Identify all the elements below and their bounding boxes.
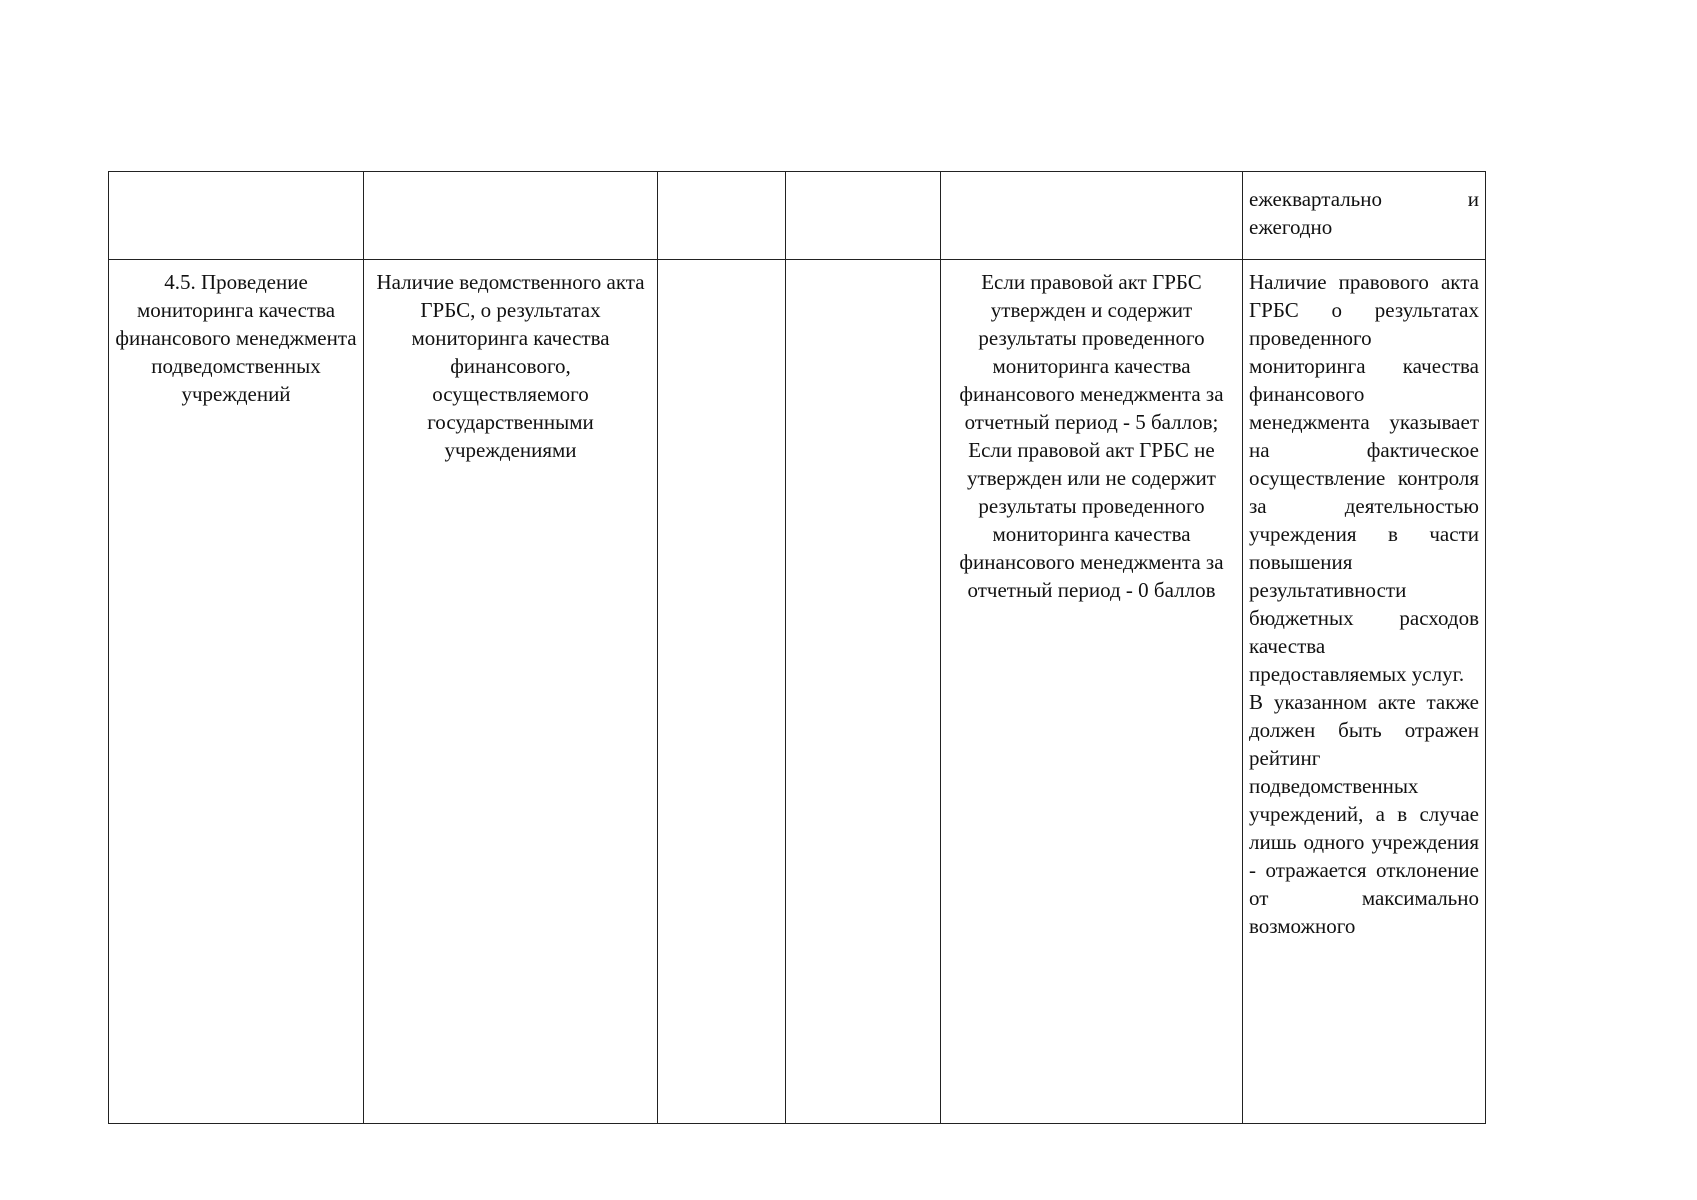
frequency-cell — [1243, 172, 1486, 260]
score-rule-2: Если правовой акт ГРБС не утвержден или не содержит результаты проведенного мониторинга качества финансового менеджмента за отчетный период - 0 баллов — [959, 438, 1224, 602]
criteria-table — [108, 171, 1486, 1124]
table-row — [109, 172, 1486, 260]
score-rule-1: Если правовой акт ГРБС утвержден и содержит результаты проведенного мониторинга качества финансового менеджмента за отчетный период - 5 баллов; — [959, 270, 1224, 434]
table-cell — [658, 260, 786, 1124]
score-rule-cell — [941, 260, 1243, 1124]
table-cell — [786, 172, 941, 260]
frequency-line-1: ежеквартально и — [1249, 187, 1479, 211]
table-cell — [364, 172, 658, 260]
table-cell — [658, 172, 786, 260]
table-cell — [941, 172, 1243, 260]
calculation-text: Наличие ведомственного акта ГРБС, о результатах мониторинга качества финансового, осуществляемого государственными учреждениями — [376, 270, 645, 462]
comment-paragraph-2: В указанном акте также должен быть отражен рейтинг подведомственных учреждений, а в случае лишь одного учреждения - отражается отклонение от максимально возможного — [1249, 690, 1479, 938]
comment-paragraph-1: Наличие правового акта ГРБС о результатах проведенного мониторинга качества финансового менеджмента указывает на фактическое осуществление контроля за деятельностью учреждения в части повышения результативности бюджетных расходов качества предоставляемых услуг. — [1249, 270, 1479, 686]
calculation-cell — [364, 260, 658, 1124]
indicator-cell — [109, 260, 364, 1124]
table-cell — [109, 172, 364, 260]
frequency-line-2: ежегодно — [1249, 215, 1333, 239]
comment-cell — [1243, 260, 1486, 1124]
table-row — [109, 260, 1486, 1124]
table-cell — [786, 260, 941, 1124]
indicator-text: 4.5. Проведение мониторинга качества финансового менеджмента подведомственных учреждений — [115, 270, 357, 406]
